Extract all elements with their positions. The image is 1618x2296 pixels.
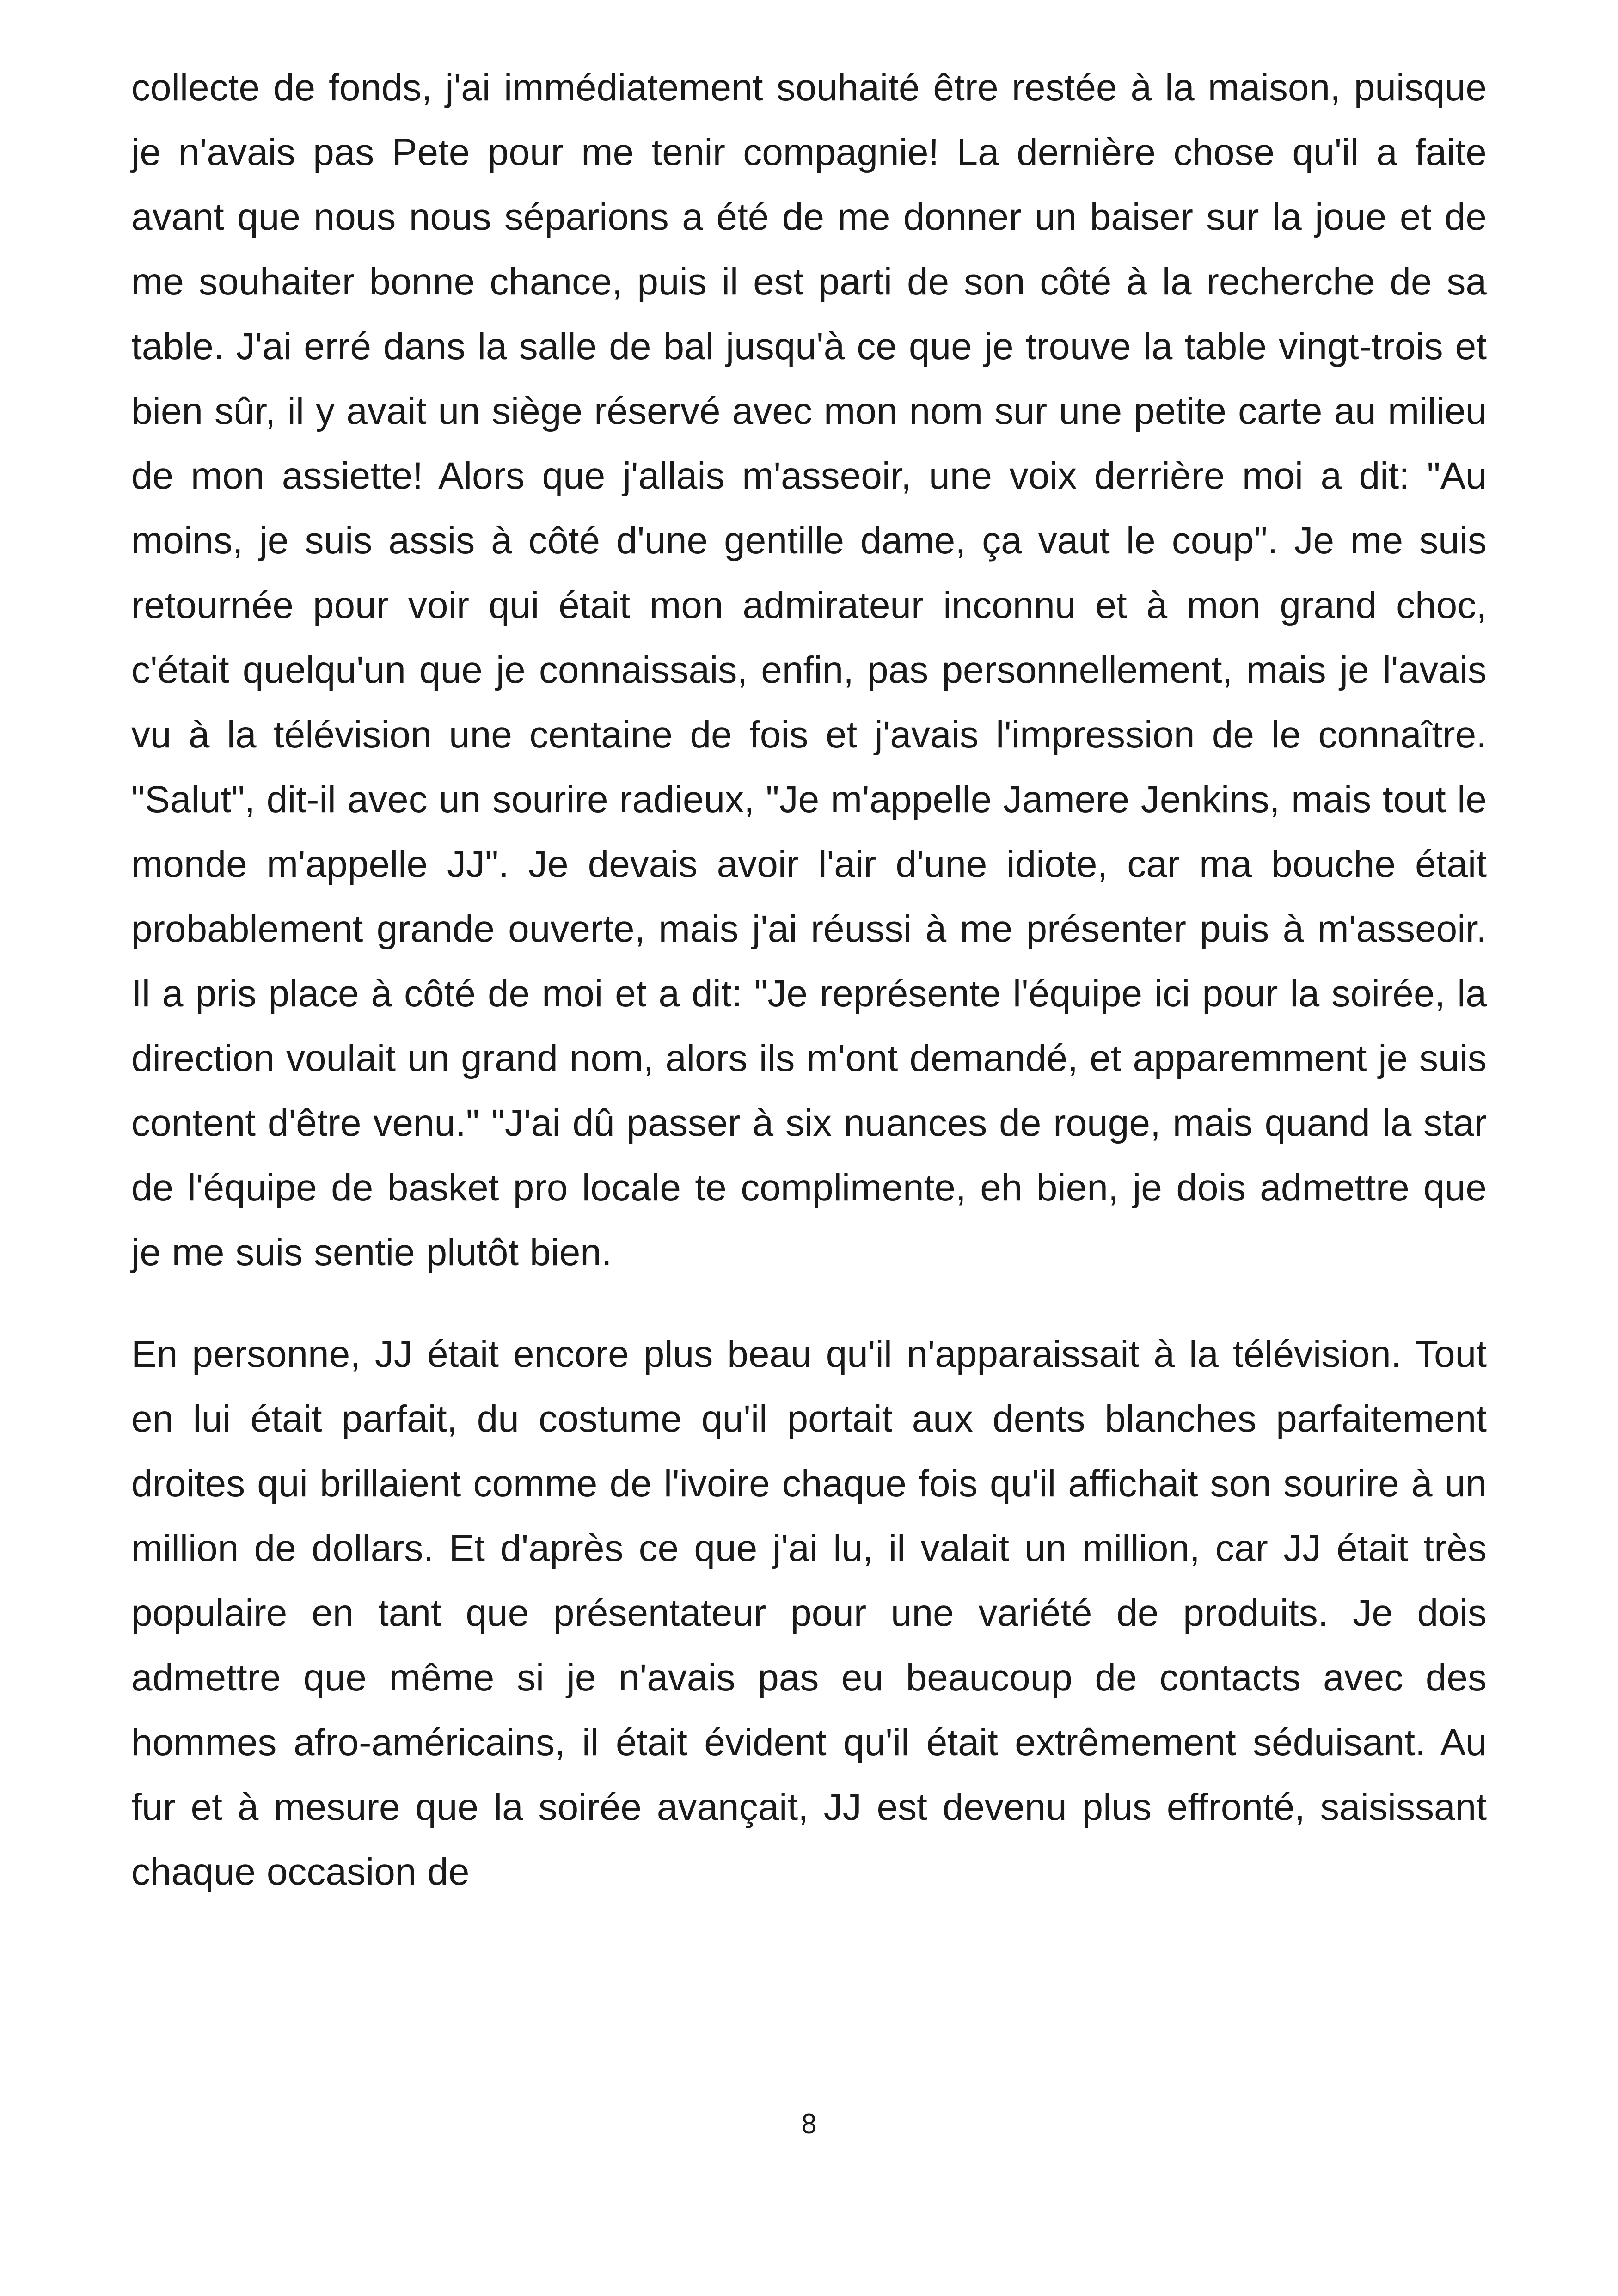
page-number: 8: [801, 2108, 817, 2139]
paragraph-2: En personne, JJ était encore plus beau qu'il n'apparaissait à la télévision. Tout en lui était parfait, du costume qu'il portait aux dents blanches parfaitement droites qui brillaient comme de l'ivoire chaque fois qu'il affichait son sourire à un million de dollars. Et d'après ce que j'ai lu, il valait un million, car JJ était très populaire en tant que présentateur pour une variété de produits. Je dois admettre que même si je n'avais pas eu beaucoup de contacts avec des hommes afro-américains, il était évident qu'il était extrêmement séduisant. Au fur et à mesure que la soirée avançait, JJ est devenu plus effronté, saisissant chaque occasion de: [131, 1333, 1487, 1893]
paragraph-1: collecte de fonds, j'ai immédiatement souhaité être restée à la maison, puisque je n'avais pas Pete pour me tenir compagnie! La dernière chose qu'il a faite avant que nous nous séparions a été de me donner un baiser sur la joue et de me souhaiter bonne chance, puis il est parti de son côté à la recherche de sa table. J'ai erré dans la salle de bal jusqu'à ce que je trouve la table vingt-trois et bien sûr, il y avait un siège réservé avec mon nom sur une petite carte au milieu de mon assiette! Alors que j'allais m'asseoir, une voix derrière moi a dit: "Au moins, je suis assis à côté d'une gentille dame, ça vaut le coup". Je me suis retournée pour voir qui était mon admirateur inconnu et à mon grand choc, c'était quelqu'un que je connaissais, enfin, pas personnellement, mais je l'avais vu à la télévision une centaine de fois et j'avais l'impression de le connaître. "Salut", dit-il avec un sourire radieux, "Je m'appelle Jamere Jenkins, mais tout le monde m'appelle JJ". Je devais avoir l'air d'une idiote, car ma bouche était probablement grande ouverte, mais j'ai réussi à me présenter puis à m'asseoir. Il a pris place à côté de moi et a dit: "Je représente l'équipe ici pour la soirée, la direction voulait un grand nom, alors ils m'ont demandé, et apparemment je suis content d'être venu." "J'ai dû passer à six nuances de rouge, mais quand la star de l'équipe de basket pro locale te complimente, eh bien, je dois admettre que je me suis sentie plutôt bien.: [131, 67, 1487, 1274]
body-text: [131, 55, 1487, 1904]
